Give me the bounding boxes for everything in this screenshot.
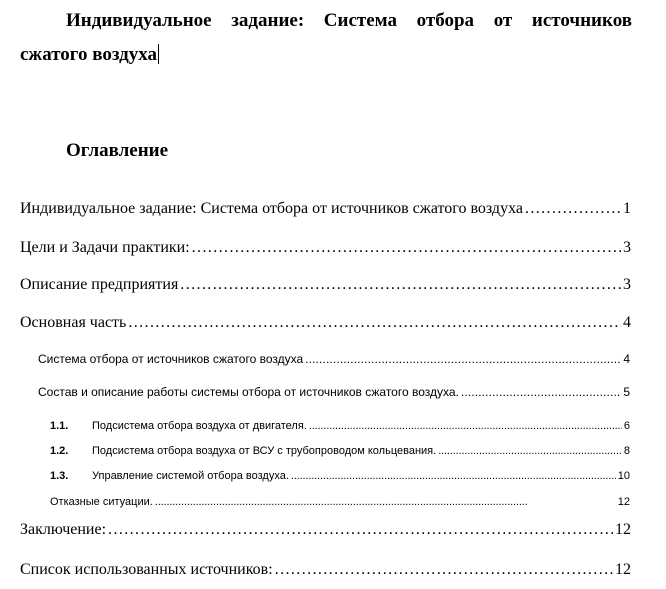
document-title-line1: Индивидуальное задание: Система отбора от источников <box>66 10 632 31</box>
toc-entry-text: Список использованных источников: <box>20 561 273 578</box>
toc-entry[interactable] <box>20 314 631 332</box>
toc-entry-text: Индивидуальное задание: Система отбора от источников сжатого воздуха <box>20 200 523 217</box>
toc-leader <box>180 276 621 294</box>
toc-entry[interactable] <box>20 200 631 218</box>
toc-leader <box>155 496 616 508</box>
toc-leader <box>309 420 622 432</box>
toc-entry-page: 8 <box>623 445 630 457</box>
toc-entry-text: Цели и Задачи практики: <box>20 239 190 256</box>
toc-entry[interactable] <box>50 470 630 482</box>
toc-entry-page: 4 <box>623 352 630 366</box>
toc-entry-text: Заключение: <box>20 521 107 538</box>
toc-heading: Оглавление <box>66 140 169 161</box>
document-title-line2: сжатого воздуха <box>20 44 157 65</box>
toc-entry-page: 12 <box>617 496 630 508</box>
text-cursor <box>158 44 159 64</box>
toc-entry-page: 3 <box>623 239 631 256</box>
toc-leader <box>128 314 621 332</box>
toc-entry-text: Подсистема отбора воздуха от ВСУ с трубопроводом кольцевания. <box>92 445 437 457</box>
toc-entry-page: 12 <box>615 521 631 538</box>
toc-entry-text: Описание предприятия <box>20 276 179 293</box>
toc-entry-page: 6 <box>623 420 630 432</box>
toc-entry-text: Состав и описание работы системы отбора от источников сжатого воздуха. <box>38 385 459 399</box>
toc-entry[interactable] <box>38 385 630 399</box>
toc-entry-text: Система отбора от источников сжатого воздуха <box>38 352 304 366</box>
toc-leader <box>275 561 613 579</box>
toc-leader <box>305 352 621 366</box>
toc-entry-number: 1.1. <box>50 420 69 432</box>
toc-entry-text: Подсистема отбора воздуха от двигателя. <box>92 420 307 432</box>
toc-entry[interactable] <box>50 445 630 457</box>
toc-entry[interactable] <box>38 352 630 366</box>
document-title <box>20 4 632 72</box>
toc-entry-number: 1.3. <box>50 470 69 482</box>
toc-entry-page: 3 <box>623 276 631 293</box>
toc-entry[interactable] <box>20 521 631 539</box>
toc-leader <box>108 521 613 539</box>
toc-entry-text: Основная часть <box>20 314 127 331</box>
toc-entry[interactable] <box>20 561 631 579</box>
toc-leader <box>192 239 621 257</box>
toc-entry-page: 1 <box>623 200 631 217</box>
toc-entry[interactable] <box>50 496 630 508</box>
toc-entry-page: 10 <box>617 470 630 482</box>
toc-entry-page: 5 <box>623 385 630 399</box>
toc-entry[interactable] <box>20 239 631 257</box>
toc-leader <box>291 470 616 482</box>
toc-entry-text: Управление системой отбора воздуха. <box>92 470 289 482</box>
toc-entry[interactable] <box>50 420 630 432</box>
toc-entry-text: Отказные ситуации. <box>50 496 153 508</box>
toc-leader <box>438 445 622 457</box>
toc-entry-number: 1.2. <box>50 445 69 457</box>
toc-leader <box>461 385 621 399</box>
toc-entry[interactable] <box>20 276 631 294</box>
toc-entry-page: 4 <box>623 314 631 331</box>
toc-leader <box>525 200 621 218</box>
toc-entry-page: 12 <box>615 561 631 578</box>
